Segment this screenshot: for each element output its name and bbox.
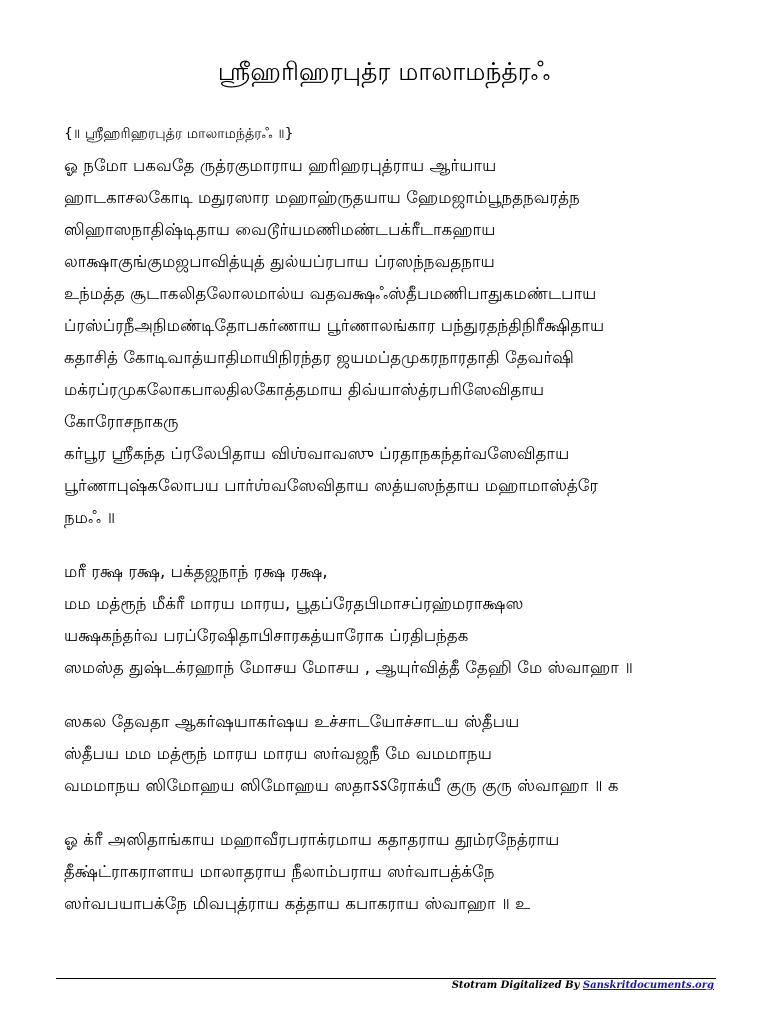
text-line: ஓ க்ரீ அஸிதாங்காய மஹாவீரபராக்ரமாய கதாதராய தூம்ரநேத்ராய: [64, 830, 560, 849]
text-line: ஸிஹாஸநாதிஷ்டிதாய வைடூர்யமணிமண்டபக்ரீடாகஹாய: [64, 220, 496, 239]
text-line: கதாசித் கோடிவாத்யாதிமாயிநிரந்தர ஜயமப்தமுகரநாரதாதி தேவர்ஷி: [64, 348, 574, 367]
paragraph-1: [64, 118, 754, 534]
text-line: யக்ஷகந்தர்வ பரப்ரேஷிதாபிசாரகத்யாரோக ப்ரதிபந்தக: [64, 626, 469, 645]
paragraph-gap: [64, 534, 754, 556]
document-body: [64, 118, 754, 920]
text-line: வமமாநய ஸிமோஹய ஸிமோஹய ஸதாऽऽரோக்யீ குரு குரு ஸ்வாஹா ॥ க: [64, 776, 619, 795]
text-line: ஸமஸ்த துஷ்டக்ரஹாந் மோசய மோசய , ஆயுர்வித்தீ தேஹி மே ஸ்வாஹா ॥: [64, 658, 634, 677]
text-line: கர்பூர ஶ்ரீகந்த ப்ரலேபிதாய விஶ்வாவஸு ப்ரதாநகந்தர்வஸேவிதாய: [64, 444, 570, 463]
paragraph-gap: [64, 802, 754, 824]
text-line: ப்ரஸ்ப்ரநீஅநிமண்டிதோபகர்ணாய பூர்ணாலங்கார பந்துரதந்திநிரீக்ஷிதாய: [64, 316, 605, 335]
text-line: ஸகல தேவதா ஆகர்ஷயாகர்ஷய உச்சாடயோச்சாடய ஸ்தீபய: [64, 712, 520, 731]
text-line: கோரோசநாகரு: [64, 412, 179, 431]
text-line: ஓ நமோ பகவதே ருத்ரகுமாராய ஹரிஹரபுத்ராய ஆர்யாய: [64, 156, 497, 175]
text-line: தீக்ஷ்ட்ராகராளாய மாலாதராய நீலாம்பராய ஸர்வாபத்க்நே: [64, 862, 495, 881]
paragraph-4: [64, 824, 754, 920]
paragraph-2: [64, 556, 754, 684]
text-line: நமஃ ॥: [64, 508, 116, 527]
text-line: ஸ்தீபய மம மத்ரூந் மாரய மாரய ஸர்வஜநீ மே வமமாநய: [64, 744, 492, 763]
page-title: ஶ்ரீஹரிஹரபுத்ர மாலாமந்த்ரஃ: [217, 57, 551, 86]
text-line: லாக்ஷாகுங்குமஜபாவித்யுத் துல்யப்ரபாய ப்ரஸந்நவதநாய: [64, 252, 495, 271]
text-line: மக்ரப்ரமுகலோகபாலதிலகோத்தமாய திவ்யாஸ்த்ரபரிஸேவிதாய: [64, 380, 545, 399]
footer-credit-label: Stotram Digitalized By: [451, 980, 580, 991]
footer-credit: [452, 979, 714, 993]
sanskritdocuments-link[interactable]: Sanskritdocuments.org: [582, 980, 714, 991]
text-line: மம மத்ரூந் மீக்ரீ மாரய மாரய, பூதப்ரேதபிமாசப்ரஹ்மராக்ஷஸ: [64, 594, 524, 613]
paragraph-3: [64, 706, 754, 802]
text-line: பூர்ணாபுஷ்கலோபய பார்ஶ்வஸேவிதாய ஸத்யஸந்தாய மஹாமாஸ்த்ரே: [64, 476, 599, 495]
text-line: உந்மத்த சூடாகலிதலோலமால்ய வதவக்ஷஃஸ்தீபமணிபாதுகமண்டபாய: [64, 284, 597, 303]
text-line: ஹாடகாசலகோடி மதுரஸார மஹாஹ்ருதயாய ஹேமஜாம்பூநதநவரத்ந: [64, 188, 580, 207]
text-line: மரீ ரக்ஷ ரக்ஷ, பக்தஜநாந் ரக்ஷ ரக்ஷ,: [64, 562, 328, 581]
text-line: {॥ ஶ்ரீஹரிஹரபுத்ர மாலாமந்த்ரஃ ॥}: [64, 126, 294, 142]
text-line: ஸர்வபயாபக்நே மிவபுத்ராய கத்தாய கபாகராய ஸ்வாஹா ॥ உ: [64, 894, 531, 913]
paragraph-gap: [64, 684, 754, 706]
